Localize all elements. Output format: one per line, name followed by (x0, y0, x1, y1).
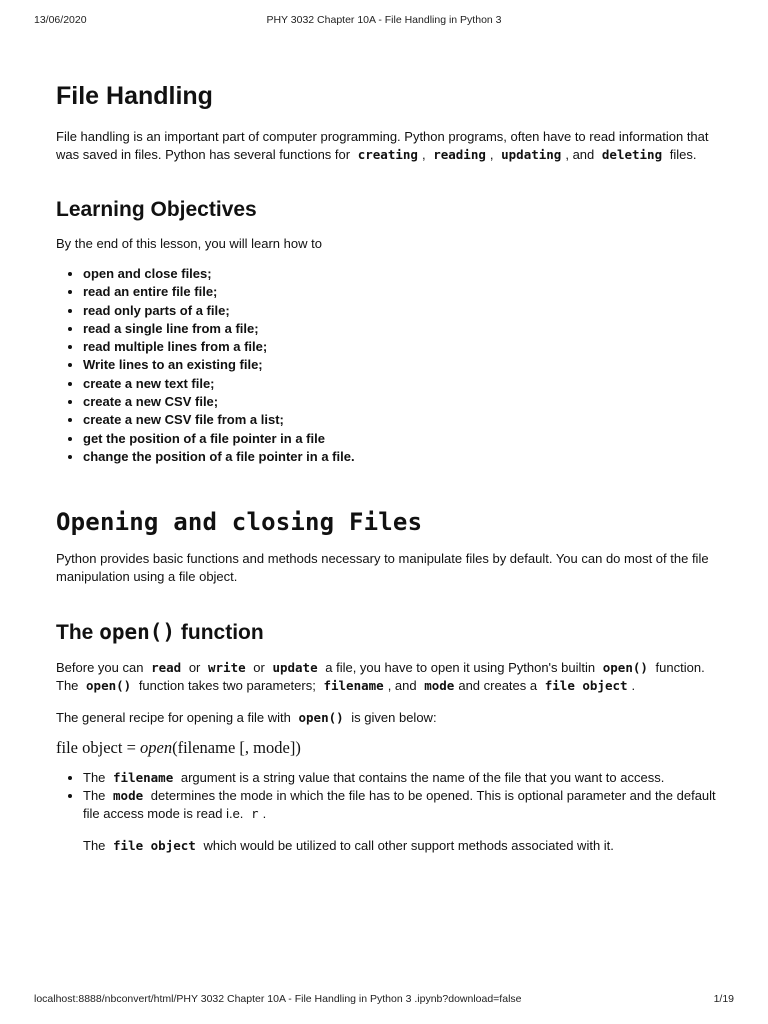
heading-opening-closing: Opening and closing Files (56, 508, 423, 537)
list-item (83, 787, 716, 855)
bullet1-text-a: The (83, 770, 106, 786)
bullet2-text-c: . (262, 806, 267, 822)
sep-1: , (421, 147, 426, 162)
p1-text-b: or (188, 660, 201, 676)
p1-text-i: . (631, 678, 636, 694)
formula-function: open (140, 738, 173, 758)
heading-open-function (56, 618, 716, 647)
code-reading: reading (433, 147, 486, 162)
code-open: open() (602, 660, 648, 676)
p1-text-h: and creates a (458, 678, 538, 694)
code-mode: mode (113, 788, 144, 804)
print-title: PHY 3032 Chapter 10A - File Handling in Python 3 (266, 14, 502, 26)
p1-text-a: Before you can (56, 660, 144, 676)
bullet2-text-b: determines the mode in which the file has to be opened. This is optional parameter and the default file access mode is read i.e. (83, 788, 716, 822)
list-item: • change the position of a file pointer in a file. (83, 448, 716, 466)
list-item: • read multiple lines from a file; (83, 338, 716, 356)
code-updating: updating (501, 147, 562, 162)
open-paragraph-1 (56, 659, 716, 695)
objectives-list (56, 265, 716, 466)
bullet2-text-a: The (83, 788, 106, 804)
code-file-object: file object (544, 678, 628, 694)
code-filename: filename (113, 770, 174, 786)
bullet1-text-b: argument is a string value that contains the name of the file that you want to access. (180, 770, 665, 786)
p2-text-b: is given below: (351, 710, 437, 726)
p1-text-f: function takes two parameters; (138, 678, 316, 694)
code-open: open() (86, 678, 132, 694)
print-url: localhost:8888/nbconvert/html/PHY 3032 Chapter 10A - File Handling in Python 3 .ipynb?download=false (34, 993, 522, 1005)
sep-2: , (489, 147, 494, 162)
heading-file-handling: File Handling (56, 82, 213, 110)
parameter-list (56, 769, 716, 855)
page-number: 1/19 (713, 993, 734, 1005)
list-item (83, 769, 716, 787)
note-text-b: which would be utilized to call other support methods associated with it. (203, 838, 614, 854)
p1-text-g: , and (387, 678, 417, 694)
code-write: write (208, 660, 246, 676)
code-filename: filename (323, 678, 384, 694)
list-item: • open and close files; (83, 265, 716, 283)
heading-learning-objectives: Learning Objectives (56, 198, 257, 221)
heading-open-post: function (180, 621, 264, 645)
open-formula (56, 737, 716, 759)
heading-open-pre: The (56, 621, 94, 645)
code-deleting: deleting (601, 147, 663, 162)
list-item: • read an entire file file; (83, 283, 716, 301)
code-mode: mode (424, 678, 455, 694)
code-read: read (151, 660, 182, 676)
formula-lhs: file object (56, 738, 123, 758)
code-update: update (272, 660, 318, 676)
code-creating: creating (357, 147, 418, 162)
code-file-object: file object (113, 838, 196, 854)
code-r: r (251, 806, 259, 822)
print-header (0, 14, 768, 28)
p1-text-d: a file, you have to open it using Python's builtin (325, 660, 596, 676)
list-item: • read only parts of a file; (83, 302, 716, 320)
list-item: • create a new text file; (83, 375, 716, 393)
print-date: 13/06/2020 (34, 14, 87, 26)
sep-3: , and (565, 147, 595, 162)
objectives-lead: By the end of this lesson, you will learn how to (56, 236, 322, 251)
p2-text-a: The general recipe for opening a file with (56, 710, 291, 726)
open-paragraph-2 (56, 709, 716, 727)
opening-paragraph: Python provides basic functions and methods necessary to manipulate files by default. You can do most of the file manipulation using a file object. (56, 551, 709, 585)
code-open: open() (298, 710, 344, 726)
formula-equals: = (126, 738, 136, 758)
p1-text-e: function. The (56, 660, 705, 694)
list-item: • create a new CSV file; (83, 393, 716, 411)
list-item: • create a new CSV file from a list; (83, 411, 716, 429)
heading-open-code: open() (99, 620, 176, 645)
list-item: • read a single line from a file; (83, 320, 716, 338)
notebook-content (56, 80, 716, 855)
formula-args: (filename [, mode]) (172, 738, 301, 758)
p1-text-c: or (253, 660, 265, 676)
print-footer (0, 993, 768, 1007)
list-item: • get the position of a file pointer in a file (83, 430, 716, 448)
intro-paragraph (56, 128, 716, 164)
note-text-a: The (83, 838, 106, 854)
list-item: • Write lines to an existing file; (83, 356, 716, 374)
intro-text: File handling is an important part of computer programming. Python programs, often have to read information that was saved in files. Python has several functions for (56, 129, 709, 162)
file-object-note (83, 837, 716, 855)
intro-text-end: files. (669, 147, 697, 162)
